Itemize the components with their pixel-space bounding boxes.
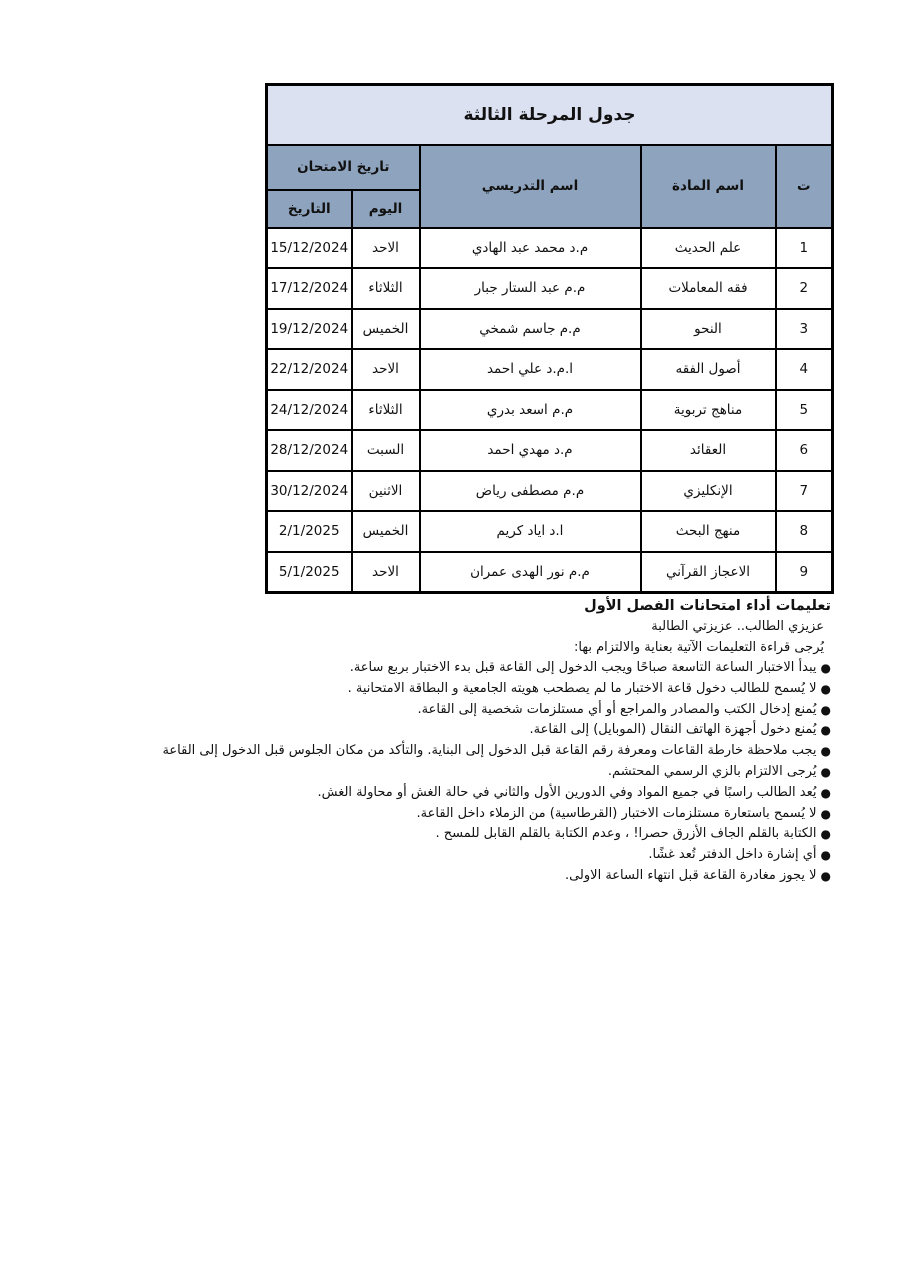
instruction-text: لا يُسمح للطالب دخول قاعة الاختبار ما لم يصطحب هويته الجامعية و البطاقة الامتحانية . — [347, 680, 817, 696]
instruction-item — [265, 824, 831, 845]
cell-date: 2/1/2025 — [267, 511, 352, 552]
column-header-subject: اسم المادة — [641, 145, 776, 228]
cell-subject: العقائد — [641, 430, 776, 471]
cell-instructor: م.د محمد عبد الهادي — [420, 228, 641, 269]
cell-subject: الإنكليزي — [641, 471, 776, 512]
cell-index: 6 — [776, 430, 833, 471]
instruction-item — [265, 700, 831, 721]
column-header-day: اليوم — [352, 190, 420, 228]
cell-index: 8 — [776, 511, 833, 552]
column-header-instructor: اسم التدريسي — [420, 145, 641, 228]
bullet-icon: ● — [820, 702, 831, 717]
cell-instructor: م.م مصطفى رياض — [420, 471, 641, 512]
instruction-item — [265, 720, 831, 741]
cell-instructor: ا.د اياد كريم — [420, 511, 641, 552]
bullet-icon: ● — [820, 806, 831, 821]
instruction-text: يُعد الطالب راسبًا في جميع المواد وفي الدورين الأول والثاني في حالة الغش أو محاولة الغش. — [317, 784, 817, 800]
cell-date: 22/12/2024 — [267, 349, 352, 390]
cell-day: الاحد — [352, 228, 420, 269]
cell-date: 28/12/2024 — [267, 430, 352, 471]
cell-instructor: م.د مهدي احمد — [420, 430, 641, 471]
instruction-item — [265, 658, 831, 679]
instruction-item — [162, 741, 831, 762]
cell-date: 30/12/2024 — [267, 471, 352, 512]
cell-day: الاثنين — [352, 471, 420, 512]
bullet-icon: ● — [820, 848, 831, 863]
cell-subject: النحو — [641, 309, 776, 350]
table-row — [267, 511, 833, 552]
instruction-item — [265, 845, 831, 866]
cell-instructor: م.م نور الهدى عمران — [420, 552, 641, 593]
cell-day: الثلاثاء — [352, 390, 420, 431]
cell-date: 5/1/2025 — [267, 552, 352, 593]
bullet-icon: ● — [820, 681, 831, 696]
cell-date: 19/12/2024 — [267, 309, 352, 350]
instructions-intro: يُرجى قراءة التعليمات الآتية بعناية والالتزام بها: — [574, 639, 824, 655]
cell-subject: فقه المعاملات — [641, 268, 776, 309]
cell-subject: علم الحديث — [641, 228, 776, 269]
table-title-row — [267, 85, 833, 145]
cell-subject: الاعجاز القرآني — [641, 552, 776, 593]
column-header-index: ت — [776, 145, 833, 228]
bullet-icon: ● — [820, 868, 831, 883]
table-title: جدول المرحلة الثالثة — [267, 85, 833, 145]
cell-index: 7 — [776, 471, 833, 512]
cell-subject: مناهج تربوية — [641, 390, 776, 431]
instruction-item — [265, 679, 831, 700]
cell-index: 9 — [776, 552, 833, 593]
instruction-text: يجب ملاحظة خارطة القاعات ومعرفة رقم القاعة قبل الدخول إلى البناية. والتأكد من مكان الجلوس قبل الدخول إلى القاعة — [162, 743, 817, 759]
cell-instructor: م.م جاسم شمخي — [420, 309, 641, 350]
instructions-greeting: عزيزي الطالب.. عزيزتي الطالبة — [651, 619, 824, 634]
cell-day: الخميس — [352, 309, 420, 350]
cell-day: الثلاثاء — [352, 268, 420, 309]
instruction-text: يبدأ الاختبار الساعة التاسعة صباحًا ويجب الدخول إلى القاعة قبل بدء الاختبار بربع ساعة. — [349, 660, 817, 675]
column-header-date: التاريخ — [267, 190, 352, 228]
bullet-icon: ● — [820, 785, 831, 800]
cell-index: 4 — [776, 349, 833, 390]
cell-day: الاحد — [352, 552, 420, 593]
table-row — [267, 309, 833, 350]
cell-instructor: م.م عبد الستار جبار — [420, 268, 641, 309]
bullet-icon: ● — [820, 661, 831, 675]
cell-date: 17/12/2024 — [267, 268, 352, 309]
cell-index: 2 — [776, 268, 833, 309]
instruction-text: لا يُسمح باستعارة مستلزمات الاختبار (القرطاسية) من الزملاء داخل القاعة. — [416, 805, 817, 821]
instruction-text: يُمنع إدخال الكتب والمصادر والمراجع أو أي مستلزمات شخصية إلى القاعة. — [417, 701, 817, 717]
exam-schedule-table — [265, 83, 834, 594]
instruction-text: يُمنع دخول أجهزة الهاتف النقال (الموبايل) إلى القاعة. — [529, 722, 817, 738]
bullet-icon: ● — [820, 827, 831, 842]
bullet-icon: ● — [820, 723, 831, 738]
cell-subject: منهج البحث — [641, 511, 776, 552]
instructions-heading: تعليمات أداء امتحانات الفصل الأول — [584, 598, 831, 614]
cell-index: 1 — [776, 228, 833, 269]
instructions-section — [162, 596, 831, 887]
cell-day: السبت — [352, 430, 420, 471]
cell-subject: أصول الفقه — [641, 349, 776, 390]
instruction-text: أي إشارة داخل الدفتر تُعد غشًا. — [648, 847, 817, 863]
instruction-item — [265, 783, 831, 804]
table-row — [267, 268, 833, 309]
column-header-exam-date-group: تاريخ الامتحان — [267, 145, 420, 190]
instruction-item — [265, 762, 831, 783]
instruction-text: يُرجى الالتزام بالزي الرسمي المحتشم. — [607, 763, 817, 779]
bullet-icon: ● — [820, 744, 831, 759]
table-row — [267, 430, 833, 471]
table-row — [267, 349, 833, 390]
cell-day: الخميس — [352, 511, 420, 552]
table-row — [267, 228, 833, 269]
table-row — [267, 552, 833, 593]
cell-day: الاحد — [352, 349, 420, 390]
table-row — [267, 471, 833, 512]
cell-date: 24/12/2024 — [267, 390, 352, 431]
cell-instructor: م.م اسعد بدري — [420, 390, 641, 431]
instruction-item — [265, 866, 831, 887]
cell-date: 15/12/2024 — [267, 228, 352, 269]
instruction-item — [265, 804, 831, 825]
cell-instructor: ا.م.د علي احمد — [420, 349, 641, 390]
cell-index: 3 — [776, 309, 833, 350]
cell-index: 5 — [776, 390, 833, 431]
table-row — [267, 390, 833, 431]
bullet-icon: ● — [820, 764, 831, 779]
instruction-text: الكتابة بالقلم الجاف الأزرق حصرا! ، وعدم الكتابة بالقلم القابل للمسح . — [435, 826, 817, 842]
instruction-text: لا يجوز مغادرة القاعة قبل انتهاء الساعة الاولى. — [564, 867, 817, 883]
table-header-row — [267, 145, 833, 190]
